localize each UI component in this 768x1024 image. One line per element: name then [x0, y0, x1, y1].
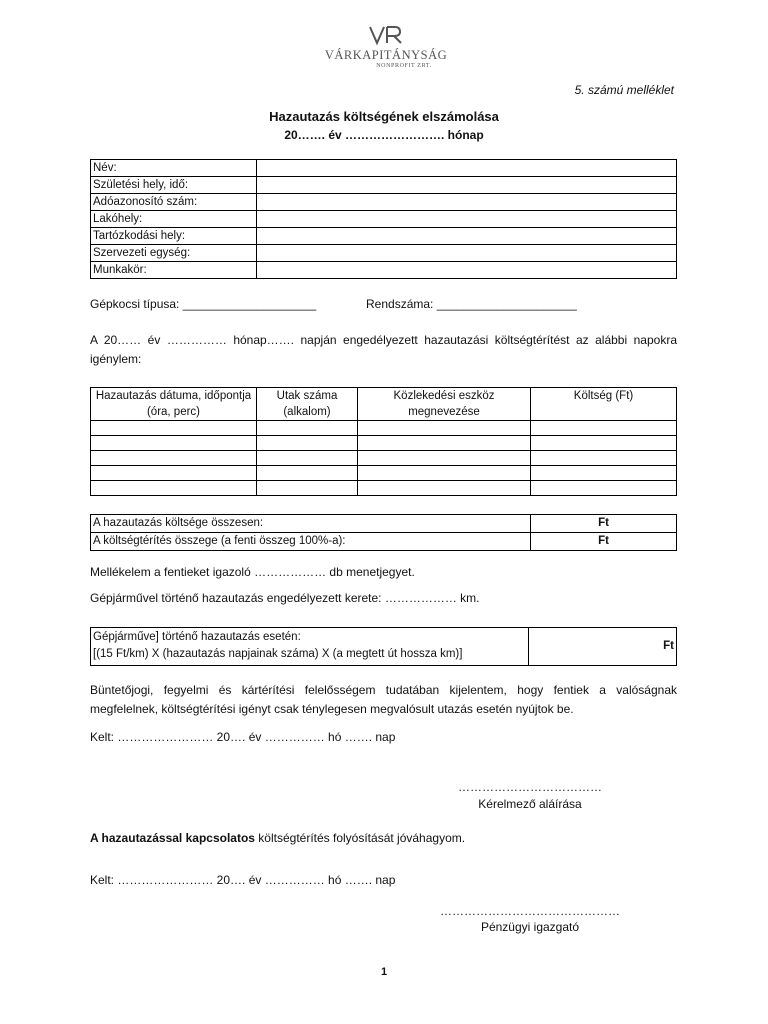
field-value-cell[interactable]	[257, 211, 677, 228]
table-cell[interactable]	[257, 451, 358, 466]
signature-label-approver: Pénzügyi igazgató	[480, 920, 580, 934]
column-header: Közlekedési eszköz megnevezése	[358, 388, 531, 421]
company-logo	[324, 24, 448, 69]
table-cell[interactable]	[531, 421, 677, 436]
table-cell[interactable]	[358, 481, 531, 496]
column-header: Utak száma (alkalom)	[257, 388, 358, 421]
table-cell[interactable]	[257, 421, 358, 436]
table-row	[91, 262, 677, 279]
request-paragraph: A 20…… év …………… hónap……. napján engedélyezett hazautazási költségtérítést az alábbi napokra igénylem:	[90, 333, 677, 366]
vr-monogram-icon	[368, 24, 404, 46]
car-formula-cell	[91, 628, 529, 666]
table-cell[interactable]	[257, 436, 358, 451]
page-number: 1	[380, 966, 388, 978]
field-label: Név:	[91, 160, 257, 177]
table-cell[interactable]	[91, 451, 257, 466]
table-cell[interactable]	[531, 466, 677, 481]
field-value-cell[interactable]	[257, 262, 677, 279]
table-cell[interactable]	[531, 481, 677, 496]
page-title: Hazautazás költségének elszámolása	[269, 109, 499, 124]
field-label: Lakóhely:	[91, 211, 257, 228]
column-header: Hazautazás dátuma, időpontja (óra, perc)	[91, 388, 257, 421]
car-formula-text: [(15 Ft/km) X (hazautazás napjainak száma) X (a megtett út hossza km)]	[93, 648, 463, 660]
table-row	[91, 160, 677, 177]
plate-number-line: Rendszáma: _____________________	[366, 297, 577, 311]
table-cell[interactable]	[91, 466, 257, 481]
table-row	[91, 245, 677, 262]
table-row	[91, 421, 677, 436]
car-type-line: Gépkocsi típusa: ____________________	[90, 297, 317, 311]
declaration-paragraph: Büntetőjogi, fegyelmi és kártérítési felelősségem tudatában kijelentem, hogy fentiek a valóságnak megfelelnek, költségtérítési igényt csak ténylegesen megvalósult utazás esetén nyújtok be.	[90, 683, 677, 716]
table-cell[interactable]	[91, 421, 257, 436]
field-label: Adóazonosító szám:	[91, 194, 257, 211]
car-formula-title: Gépjárműve] történő hazautazás esetén:	[93, 631, 301, 643]
table-row	[91, 515, 677, 533]
page-subtitle: 20……. év ……………………. hónap	[284, 128, 484, 142]
table-row	[91, 177, 677, 194]
summary-label: A költségtérítés összege (a fenti összeg 100%-a):	[91, 533, 531, 551]
field-value-cell[interactable]	[257, 160, 677, 177]
field-label: Tartózkodási hely:	[91, 228, 257, 245]
table-cell[interactable]	[531, 436, 677, 451]
column-header: Költség (Ft)	[531, 388, 677, 421]
summary-amount-cell[interactable]: Ft	[531, 533, 677, 551]
field-value-cell[interactable]	[257, 194, 677, 211]
table-cell[interactable]	[91, 436, 257, 451]
logo-name: VÁRKAPITÁNYSÁG	[324, 48, 448, 62]
table-row	[91, 194, 677, 211]
table-cell[interactable]	[358, 451, 531, 466]
signature-label-applicant: Kérelmező aláírása	[478, 797, 582, 811]
table-cell[interactable]	[358, 436, 531, 451]
table-header-row	[91, 388, 677, 421]
date-line-applicant: Kelt: …………………… 20…. év …………… hó ……. nap	[90, 730, 396, 744]
car-amount-cell[interactable]: Ft	[529, 628, 677, 666]
table-cell[interactable]	[358, 466, 531, 481]
logo-subtitle: NONPROFIT ZRT.	[376, 63, 432, 69]
signature-line-approver: ………………………………………	[440, 904, 620, 918]
attachment-line: Mellékelem a fentieket igazoló ……………… db menetjegyet.	[90, 565, 415, 579]
field-value-cell[interactable]	[257, 245, 677, 262]
trip-table	[90, 387, 677, 496]
table-row	[91, 466, 677, 481]
table-row	[91, 533, 677, 551]
table-row	[91, 211, 677, 228]
field-label: Munkakör:	[91, 262, 257, 279]
table-cell[interactable]	[358, 421, 531, 436]
field-value-cell[interactable]	[257, 228, 677, 245]
car-trip-table	[90, 627, 677, 666]
table-cell[interactable]	[257, 466, 358, 481]
table-row	[91, 481, 677, 496]
table-cell[interactable]	[91, 481, 257, 496]
personal-data-table	[90, 159, 677, 279]
approval-line	[90, 831, 465, 845]
summary-table	[90, 514, 677, 551]
field-label: Szervezeti egység:	[91, 245, 257, 262]
table-row	[91, 228, 677, 245]
limit-line: Gépjárművel történő hazautazás engedélyezett kerete: ……………… km.	[90, 591, 480, 605]
table-row	[91, 451, 677, 466]
table-row	[91, 436, 677, 451]
signature-line-applicant: ………………………………	[458, 780, 602, 794]
annex-label: 5. számú melléklet	[574, 83, 674, 97]
field-value-cell[interactable]	[257, 177, 677, 194]
date-line-approver: Kelt: …………………… 20…. év …………… hó ……. nap	[90, 873, 396, 887]
field-label: Születési hely, idő:	[91, 177, 257, 194]
approval-bold-text: A hazautazással kapcsolatos	[90, 831, 255, 845]
table-cell[interactable]	[257, 481, 358, 496]
summary-amount-cell[interactable]: Ft	[531, 515, 677, 533]
summary-label: A hazautazás költsége összesen:	[91, 515, 531, 533]
approval-text: költségtérítés folyósítását jóváhagyom.	[254, 831, 466, 845]
table-row	[91, 628, 677, 666]
table-cell[interactable]	[531, 451, 677, 466]
